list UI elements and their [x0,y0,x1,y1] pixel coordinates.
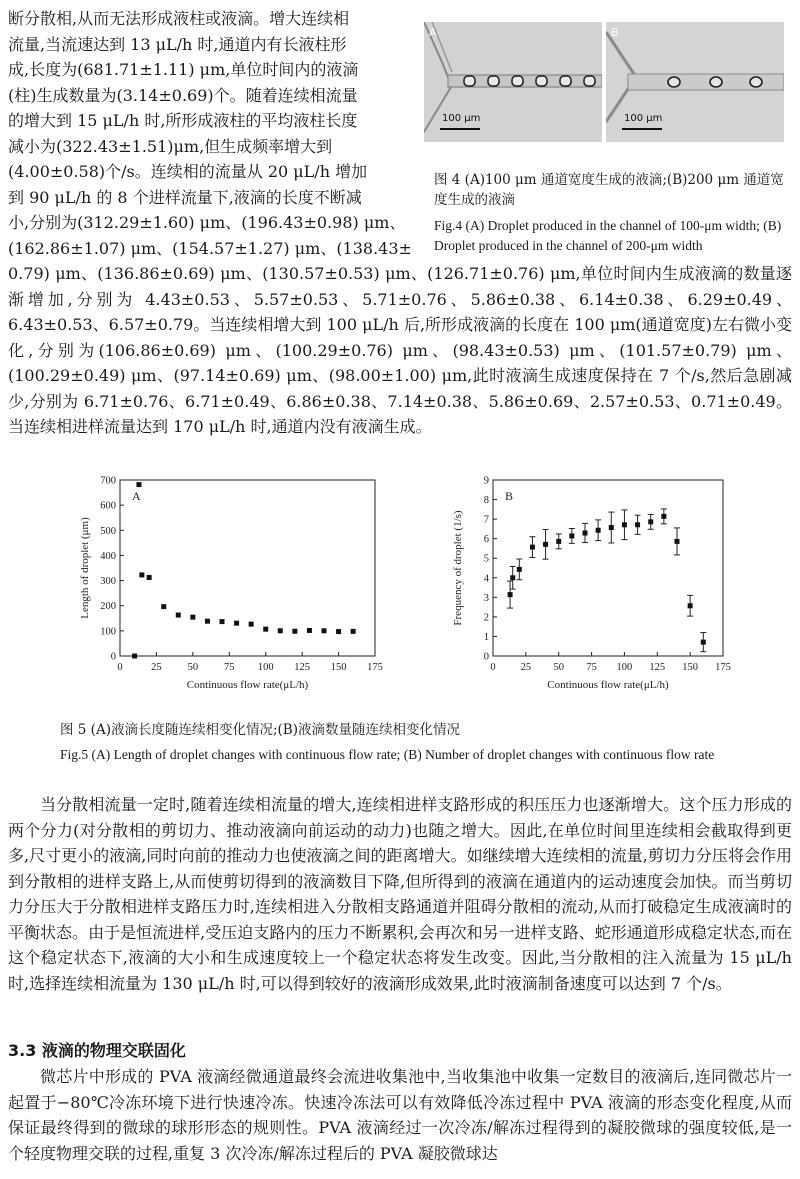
section-heading: 3.3 液滴的物理交联固化 [8,1041,186,1060]
data-point [556,539,561,544]
data-point [161,604,166,609]
y-tick-label: 600 [100,500,116,512]
data-point [234,621,239,626]
text-line: 断分散相,从而无法形成液柱或液滴。增大连续相 [8,9,350,28]
y-tick-label: 2 [483,612,489,624]
y-tick-label: 1 [483,631,489,643]
data-point [701,640,706,645]
x-tick-label: 75 [586,662,597,673]
data-point [510,575,515,580]
x-tick-label: 100 [616,662,633,673]
data-point [292,629,297,634]
data-point [139,572,144,577]
data-point [336,629,341,634]
data-point [675,539,680,544]
data-point [622,522,627,527]
data-point [176,613,181,618]
data-point [190,615,195,620]
paragraph-3: 微芯片中形成的 PVA 液滴经微通道最终会流进收集池中,当收集池中收集一定数目的液滴后,连同微芯片一起置于−80℃冷冻环境下进行快速冷冻。快速冷冻法可以有效降低冷冻过程中 PVA 液滴的形态变化程度,从而保证最终得到的微球的球形形态的规则性。PVA 液滴经过一次冷冻/解冻过程得到的凝胶微球的强度较低,是一个轻度物理交联的过程,重复 3 次冷冻/解冻过程后的 PVA 凝胶微球达 [8,1067,792,1163]
data-point [147,575,152,580]
data-point [132,654,137,659]
data-point [661,514,666,519]
y-axis-label: Length of droplet (μm) [79,517,91,619]
x-tick-label: 175 [367,662,383,673]
paragraph-1-rest: 0.79) μm、(136.86±0.69) μm、(130.57±0.53) μm、(126.71±0.76) μm,单位时间内生成液滴的数量逐渐增加,分别为 4.43±0.53、5.57±0.53、5.71±0.76、5.86±0.38、6.14±0.38、6.29±0.49、6.43±0.53、6.57±0.79。当连续相增大到 100 μL/h 后,所形成液滴的长度在 100 μm(通道宽度)左右微小变化,分别为(106.86±0.69) μm、(100.29±0.76) μm、(98.43±0.53) μm、(101.57±0.79) μm、(100.29±0.49) μm、(97.14±0.69) μm、(98.00±1.00) μm,此时液滴生成速度保持在 7 个/s,然后急剧减少,分别为 6.71±0.76、6.71±0.49、6.86±0.38、7.14±0.38、5.86±0.69、2.57±0.53、0.71±0.49。当连续相进样流量达到 170 μL/h 时,通道内没有液滴生成。 [8,264,792,436]
scale-bar [440,128,480,130]
x-tick-label: 125 [649,662,666,673]
text-line: 到 90 μL/h 的 8 个进样流量下,液滴的长度不断减 [8,187,362,207]
y-tick-label: 0 [110,651,116,663]
data-point [596,528,601,533]
y-axis-label: Frequency of droplet (1/s) [452,510,464,626]
x-tick-label: 75 [224,662,235,673]
panel-label-a: A [429,26,437,39]
data-point [508,592,513,597]
text-line: 减小为(322.43±1.51)μm,但生成频率增大到 [8,136,333,156]
data-point [635,522,640,527]
micrograph-a-drawing [424,22,602,142]
micrograph-b-drawing [606,22,784,142]
figure-5-caption-en: Fig.5 (A) Length of droplet changes with continuous flow rate; (B) Number of droplet changes with continuous flow rate [60,747,715,762]
figure-4-caption-en: Fig.4 (A) Droplet produced in the channel of 100-μm width; (B) Droplet produced in the channel of 200-μm width [434,218,782,253]
y-tick-label: 7 [483,514,489,526]
x-tick-label: 125 [294,662,311,673]
text-line: 成,长度为(681.71±1.11) μm,单位时间内的液滴 [8,60,359,79]
text-line: (柱)生成数量为(3.14±0.69)个。随着连续相流量 [8,85,358,105]
data-point [278,628,283,633]
data-point [322,628,327,633]
y-tick-label: 5 [483,553,489,565]
data-point [583,530,588,535]
y-tick-label: 400 [100,550,116,562]
data-point [307,628,312,633]
data-point [543,542,548,547]
data-point [688,603,693,608]
paragraph-1-top [8,6,414,261]
panel-label-b: B [611,26,619,39]
data-point [648,519,653,524]
x-tick-label: 175 [715,662,731,673]
data-point [136,482,141,487]
data-point [609,525,614,530]
figure-4-caption-cn: 图 4 (A)100 μm 通道宽度生成的液滴;(B)200 μm 通道宽度生成的液滴 [434,172,784,208]
scale-bar [622,128,662,130]
data-point [205,619,210,624]
data-point [249,622,254,627]
x-tick-label: 50 [187,662,199,673]
data-point [569,533,574,538]
panel-label: B [505,489,514,503]
x-axis-label: Continuous flow rate(μL/h) [186,679,309,691]
data-point [351,629,356,634]
x-tick-label: 25 [520,662,532,673]
figure-4 [424,22,794,142]
x-tick-label: 25 [151,662,162,673]
panel-label: A [132,489,141,503]
y-tick-label: 100 [100,626,116,638]
data-point [530,545,535,550]
y-tick-label: 9 [483,475,489,487]
y-tick-label: 300 [100,576,116,588]
x-tick-label: 0 [117,662,123,673]
y-tick-label: 200 [100,601,116,613]
data-point [517,567,522,572]
figure-5-caption-cn: 图 5 (A)液滴长度随连续相变化情况;(B)液滴数量随连续相变化情况 [60,722,460,738]
x-tick-label: 100 [257,662,274,673]
text-line: (4.00±0.58)个/s。连续相的流量从 20 μL/h 增加 [8,162,368,181]
scale-label-a: 100 μm [442,113,481,124]
y-tick-label: 3 [483,592,489,604]
y-tick-label: 500 [100,525,116,537]
x-axis-label: Continuous flow rate(μL/h) [547,679,669,691]
x-tick-label: 150 [330,662,347,673]
plot-frame [493,480,723,656]
scale-label-b: 100 μm [624,113,663,124]
y-tick-label: 8 [483,495,489,507]
x-tick-label: 50 [553,662,564,673]
figure-5-charts [60,470,760,700]
y-tick-label: 700 [100,475,116,487]
x-tick-label: 0 [490,662,496,673]
text-line: (162.86±1.07) μm、(154.57±1.27) μm、(138.43± [8,238,412,258]
micrograph-b [606,22,784,142]
text-line: 流量,当流速达到 13 μL/h 时,通道内有长液柱形 [8,34,347,54]
data-point [220,619,225,624]
micrograph-a [424,22,602,142]
y-tick-label: 4 [483,573,489,585]
y-tick-label: 0 [483,651,489,663]
y-tick-label: 6 [483,534,489,546]
text-line: 小,分别为(312.29±1.60) μm、(196.43±0.98) μm、 [8,213,406,232]
paragraph-2: 当分散相流量一定时,随着连续相流量的增大,连续相进样支路形成的积压压力也逐渐增大。这个压力形成的两个分力(对分散相的剪切力、推动液滴向前运动的动力)也随之增大。因此,在单位时间里连续相会截取得到更多,尺寸更小的液滴,同时向前的推动力也使液滴之间的距离增大。如继续增大连续相的流量,剪切力分压将会作用到分散相的进样支路上,从而使剪切得到的液滴数目下降,但所得到的液滴在通道内的运动速度会加快。而当剪切力分压大于分散相进样支路压力时,连续相进入分散相支路通道并阻碍分散相的流动,从而打破稳定生成液滴时的平衡状态。由于是恒流进样,受压迫支路内的压力不断累积,会再次和另一进样支路、蛇形通道形成稳定状态,而在这个稳定状态下,液滴的大小和生成速度较上一个稳定状态将发生改变。因此,当分散相的注入流量为 15 μL/h 时,选择连续相流量为 130 μL/h 时,可以得到较好的液滴形成效果,此时液滴制备速度可以达到 7 个/s。 [8,795,792,993]
text-line: 的增大到 15 μL/h 时,所形成液柱的平均液柱长度 [8,111,358,130]
data-point [263,627,268,632]
x-tick-label: 150 [682,662,699,673]
